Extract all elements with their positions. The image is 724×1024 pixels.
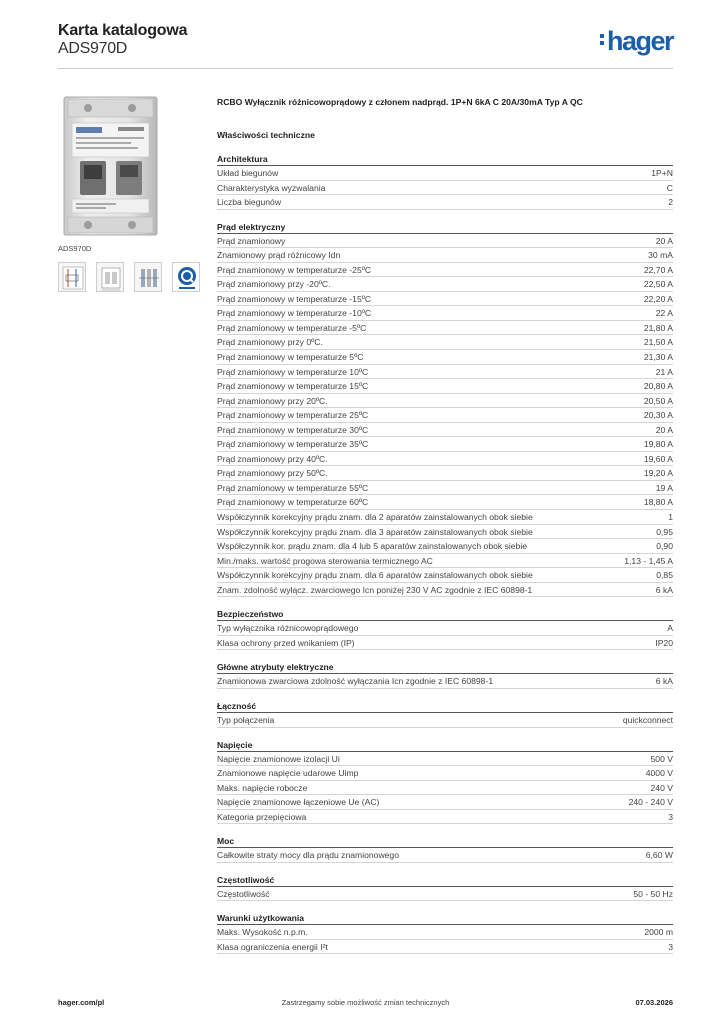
- property-row: [217, 452, 673, 467]
- property-section: [217, 661, 673, 689]
- property-label: Klasa ochrony przed wnikaniem (IP): [217, 637, 355, 648]
- section-title: Warunki użytkowania: [217, 912, 673, 925]
- section-spacer: [217, 650, 673, 661]
- property-label: Prąd znamionowy w temperaturze -10ºC: [217, 308, 372, 319]
- property-row: [217, 234, 673, 249]
- property-label: Prąd znamionowy w temperaturze -5ºC: [217, 322, 367, 333]
- property-label: Znamionowy prąd różnicowy Idn: [217, 250, 341, 261]
- property-value: 240 - 240 V: [628, 797, 673, 808]
- property-label: Współczynnik korekcyjny prądu znam. dla 3 aparatów zainstalowanych obok siebie: [217, 526, 533, 537]
- property-label: Współczynnik korekcyjny prądu znam. dla 2 aparatów zainstalowanych obok siebie: [217, 512, 533, 523]
- property-value: 18,80 A: [643, 497, 673, 508]
- property-row: [217, 766, 673, 781]
- property-row: [217, 195, 673, 210]
- property-section: [217, 912, 673, 954]
- property-row: [217, 277, 673, 292]
- property-row: [217, 306, 673, 321]
- property-row: [217, 248, 673, 263]
- property-value: 3: [668, 811, 673, 822]
- logo-text: hager: [606, 26, 673, 56]
- property-label: Całkowite straty mocy dla prądu znamionowego: [217, 850, 399, 861]
- product-code: ADS970D: [58, 40, 128, 57]
- property-value: 19,80 A: [643, 439, 673, 450]
- product-description: RCBO Wyłącznik różnicowoprądowy z członem nadprąd. 1P+N 6kA C 20A/30mA Typ A QC: [217, 97, 583, 107]
- property-value: 0,85: [656, 570, 673, 581]
- property-row: [217, 166, 673, 181]
- section-title: Prąd elektryczny: [217, 221, 673, 234]
- footer-date: 07.03.2026: [635, 998, 673, 1007]
- property-value: 22 A: [655, 308, 673, 319]
- property-row: [217, 887, 673, 902]
- page-footer: [58, 998, 673, 1010]
- property-row: [217, 495, 673, 510]
- section-spacer: [217, 728, 673, 739]
- property-row: [217, 795, 673, 810]
- property-value: 20 A: [655, 235, 673, 246]
- property-row: [217, 335, 673, 350]
- property-label: Prąd znamionowy w temperaturze -15ºC: [217, 293, 372, 304]
- hager-logo[interactable]: [600, 26, 673, 56]
- property-value: 19,60 A: [643, 453, 673, 464]
- property-row: [217, 394, 673, 409]
- page-header: [58, 22, 673, 68]
- section-spacer: [217, 210, 673, 221]
- property-row: [217, 568, 673, 583]
- property-value: 22,50 A: [643, 279, 673, 290]
- footer-website-link[interactable]: hager.com/pl: [58, 998, 105, 1007]
- property-value: 2: [668, 197, 673, 208]
- property-row: [217, 292, 673, 307]
- property-label: Prąd znamionowy w temperaturze 10ºC: [217, 366, 369, 377]
- property-label: Prąd znamionowy w temperaturze 15ºC: [217, 381, 369, 392]
- property-row: [217, 940, 673, 955]
- property-value: 2000 m: [644, 927, 673, 938]
- property-label: Prąd znamionowy w temperaturze 55ºC: [217, 482, 369, 493]
- property-row: [217, 350, 673, 365]
- property-value: quickconnect: [622, 714, 673, 725]
- property-label: Prąd znamionowy przy 20ºC.: [217, 395, 328, 406]
- property-label: Znamionowa zwarciowa zdolność wyłączania Icn zgodnie z IEC 60898-1: [217, 676, 494, 687]
- section-title: Łączność: [217, 700, 673, 713]
- property-section: [217, 739, 673, 825]
- property-label: Prąd znamionowy przy 50ºC.: [217, 468, 328, 479]
- property-value: 6 kA: [655, 584, 673, 595]
- header-divider: [58, 68, 673, 69]
- property-sections: [217, 153, 673, 954]
- property-value: 6,60 W: [645, 850, 673, 861]
- property-row: [217, 263, 673, 278]
- product-image: [58, 93, 163, 239]
- section-title: Częstotliwość: [217, 874, 673, 887]
- property-label: Prąd znamionowy w temperaturze 35ºC: [217, 439, 369, 450]
- section-spacer: [217, 863, 673, 874]
- property-row: [217, 408, 673, 423]
- property-value: 6 kA: [655, 676, 673, 687]
- property-row: [217, 379, 673, 394]
- property-label: Współczynnik kor. prądu znam. dla 4 lub 5 aparatów zainstalowanych obok siebie: [217, 541, 528, 552]
- property-label: Klasa ograniczenia energii I²t: [217, 941, 328, 952]
- property-label: Współczynnik korekcyjny prądu znam. dla 6 aparatów zainstalowanych obok siebie: [217, 570, 533, 581]
- property-value: 50 - 50 Hz: [633, 888, 673, 899]
- property-value: 20,50 A: [643, 395, 673, 406]
- property-value: IP20: [655, 637, 673, 648]
- section-title: Architektura: [217, 153, 673, 166]
- property-row: [217, 713, 673, 728]
- property-row: [217, 481, 673, 496]
- property-value: 30 mA: [648, 250, 673, 261]
- dimension-drawing-icon[interactable]: [96, 262, 124, 292]
- property-label: Napięcie znamionowe łączeniowe Ue (AC): [217, 797, 380, 808]
- wiring-diagram-icon[interactable]: [58, 262, 86, 292]
- property-label: Typ wyłącznika różnicowoprądowego: [217, 623, 359, 634]
- property-row: [217, 810, 673, 825]
- document-title: Karta katalogowa: [58, 22, 188, 39]
- property-row: [217, 525, 673, 540]
- property-row: [217, 781, 673, 796]
- property-row: [217, 925, 673, 940]
- rcbo-device-icon: [58, 93, 163, 239]
- property-section: [217, 221, 673, 598]
- property-row: [217, 466, 673, 481]
- property-value: 21,30 A: [643, 352, 673, 363]
- property-value: 19,20 A: [643, 468, 673, 479]
- section-spacer: [217, 689, 673, 700]
- property-value: C: [666, 182, 673, 193]
- property-row: [217, 365, 673, 380]
- property-label: Maks. Wysokość n.p.m.: [217, 927, 308, 938]
- property-value: 20,80 A: [643, 381, 673, 392]
- property-row: [217, 539, 673, 554]
- property-section: [217, 835, 673, 863]
- property-row: [217, 437, 673, 452]
- property-row: [217, 848, 673, 863]
- property-label: Prąd znamionowy w temperaturze 5ºC: [217, 352, 364, 363]
- property-value: A: [667, 623, 673, 634]
- footer-notice: Zastrzegamy sobie możliwość zmian technicznych: [281, 998, 450, 1007]
- property-value: 22,70 A: [643, 264, 673, 275]
- property-section: [217, 874, 673, 902]
- property-row: [217, 423, 673, 438]
- property-value: 20,30 A: [643, 410, 673, 421]
- property-row: [217, 583, 673, 598]
- property-value: 1: [668, 512, 673, 523]
- property-row: [217, 510, 673, 525]
- property-value: 1P+N: [651, 168, 673, 178]
- terminal-diagram-icon[interactable]: [134, 262, 162, 292]
- section-title: Bezpieczeństwo: [217, 608, 673, 621]
- thumbnail-list: [58, 262, 200, 292]
- property-row: [217, 181, 673, 196]
- property-value: 0,90: [656, 541, 673, 552]
- property-section: [217, 608, 673, 650]
- property-row: [217, 321, 673, 336]
- property-value: 20 A: [655, 424, 673, 435]
- technical-sheet: [217, 96, 673, 954]
- property-value: 21,80 A: [643, 322, 673, 333]
- property-value: 21,50 A: [643, 337, 673, 348]
- property-row: [217, 554, 673, 569]
- property-value: 21 A: [655, 366, 673, 377]
- property-label: Prąd znamionowy: [217, 235, 286, 246]
- property-label: Charakterystyka wyzwalania: [217, 182, 326, 193]
- property-label: Liczba biegunów: [217, 197, 282, 208]
- property-value: 19 A: [655, 482, 673, 493]
- property-value: 22,20 A: [643, 293, 673, 304]
- property-row: [217, 752, 673, 767]
- property-label: Prąd znamionowy w temperaturze 25ºC: [217, 410, 369, 421]
- section-spacer: [217, 901, 673, 912]
- property-row: [217, 621, 673, 636]
- property-section: [217, 153, 673, 210]
- property-value: 500 V: [650, 753, 673, 764]
- property-label: Kategoria przepięciowa: [217, 811, 307, 822]
- property-label: Min./maks. wartość progowa sterowania termicznego AC: [217, 555, 433, 566]
- property-row: [217, 636, 673, 651]
- property-label: Prąd znamionowy przy -20ºC.: [217, 279, 331, 290]
- property-value: 1,13 - 1,45 A: [624, 555, 673, 566]
- section-title: Moc: [217, 835, 673, 848]
- property-label: Prąd znamionowy w temperaturze 60ºC: [217, 497, 369, 508]
- property-row: [217, 674, 673, 689]
- section-spacer: [217, 824, 673, 835]
- hager-colon-logo-icon: [600, 34, 606, 48]
- property-value: 4000 V: [645, 768, 673, 779]
- property-label: Maks. napięcie robocze: [217, 782, 308, 793]
- property-label: Układ biegunów: [217, 168, 279, 178]
- property-value: 240 V: [650, 782, 673, 793]
- section-spacer: [217, 597, 673, 608]
- technical-properties-title: Właściwości techniczne: [217, 130, 315, 140]
- property-section: [217, 700, 673, 728]
- property-label: Znamionowe napięcie udarowe Uimp: [217, 768, 359, 779]
- property-label: Prąd znamionowy przy 40ºC.: [217, 453, 328, 464]
- property-value: 0,95: [656, 526, 673, 537]
- section-title: Główne atrybuty elektryczne: [217, 661, 673, 674]
- property-label: Znam. zdolność wyłącz. zwarciowego Icn poniżej 230 V AC zgodnie z IEC 60898-1: [217, 584, 533, 595]
- property-label: Napięcie znamionowe izolacji Ui: [217, 753, 340, 764]
- quickconnect-badge-icon[interactable]: [172, 262, 200, 292]
- section-title: Napięcie: [217, 739, 673, 752]
- property-label: Typ połączenia: [217, 714, 275, 725]
- image-caption: ADS970D: [58, 244, 92, 253]
- property-label: Częstotliwość: [217, 888, 270, 899]
- property-label: Prąd znamionowy w temperaturze 30ºC: [217, 424, 369, 435]
- property-label: Prąd znamionowy w temperaturze -25ºC: [217, 264, 372, 275]
- property-value: 3: [668, 941, 673, 952]
- property-label: Prąd znamionowy przy 0ºC.: [217, 337, 323, 348]
